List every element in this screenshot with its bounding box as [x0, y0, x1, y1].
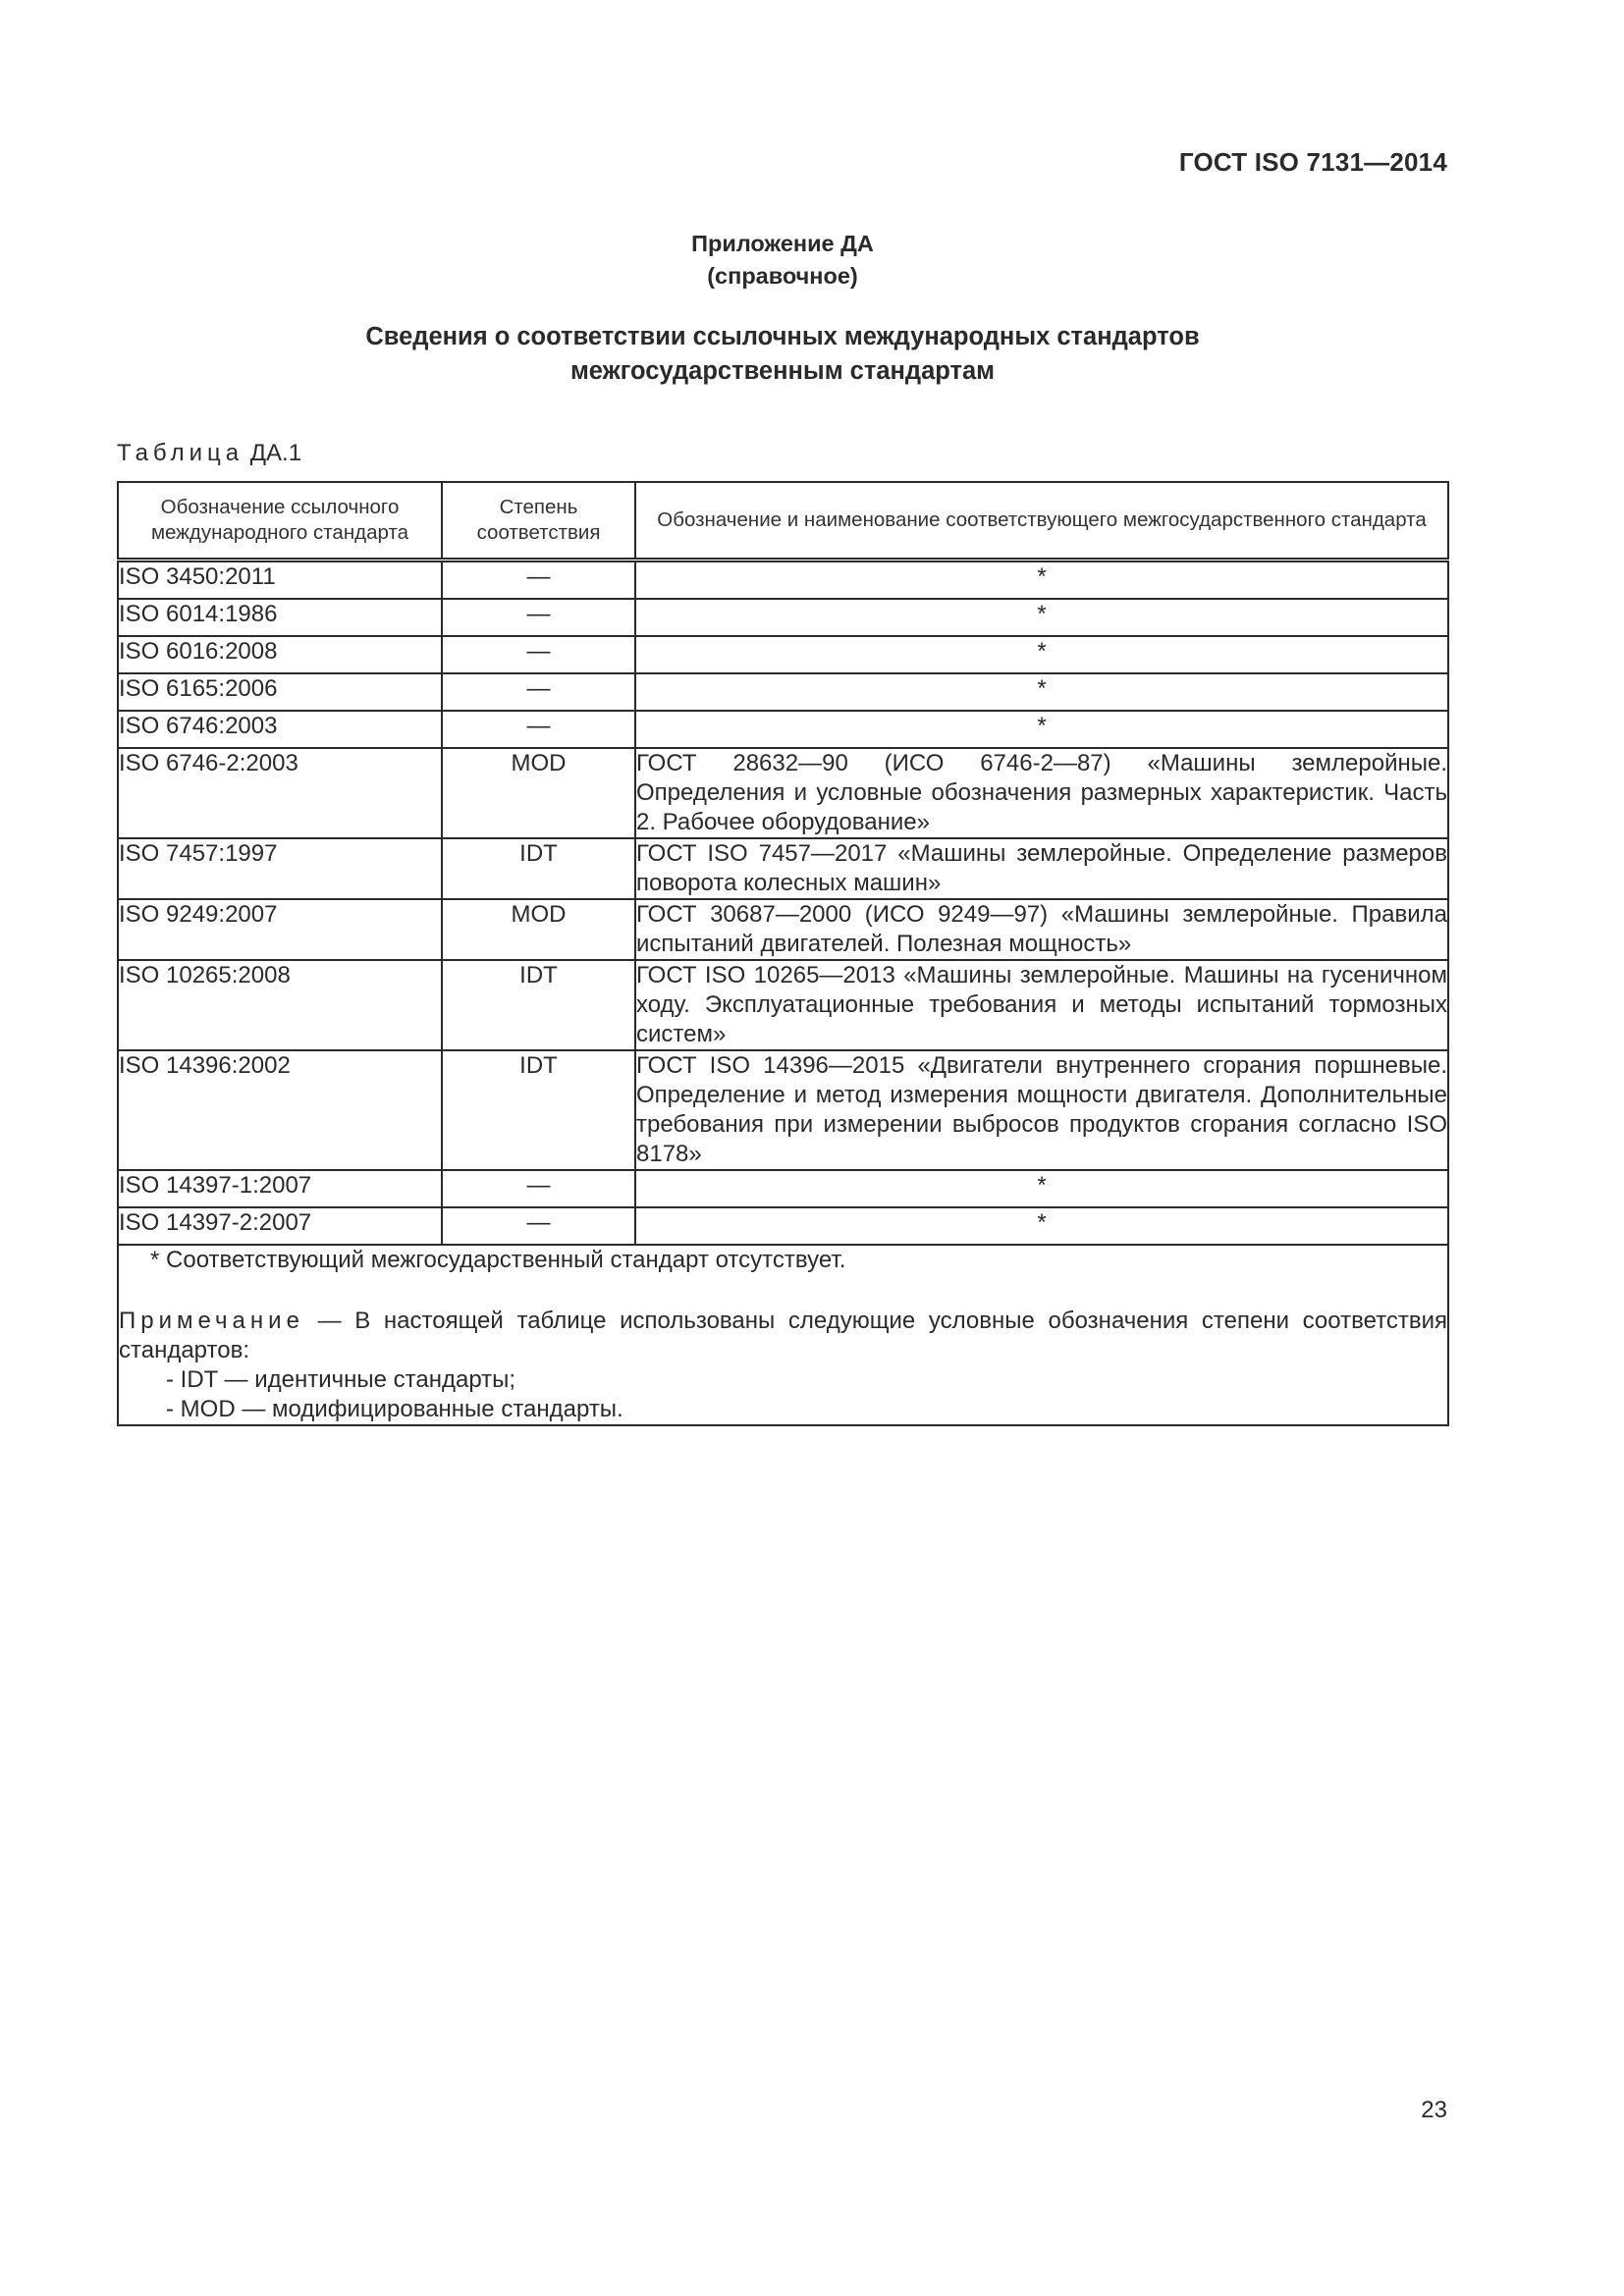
- correspondence-table: [117, 481, 1449, 1426]
- table-row: [118, 899, 1448, 960]
- table-row: [118, 561, 1448, 600]
- table-caption-word: Таблица: [117, 440, 244, 466]
- cell-interstate-standard: *: [635, 1207, 1448, 1245]
- cell-interstate-standard: ГОСТ ISO 14396—2015 «Двигатели внутреннего сгорания поршневые. Определение и метод измерения мощности двигателя. Дополнительные требования при измерении выбросов продуктов сгорания согласно ISO 8178»: [635, 1050, 1448, 1170]
- cell-reference-standard: ISO 6014:1986: [118, 599, 442, 636]
- header-interstate-standard: Обозначение и наименование соответствующего межгосударственного стандарта: [635, 482, 1448, 561]
- cell-reference-standard: ISO 14397-1:2007: [118, 1170, 442, 1207]
- cell-reference-standard: ISO 9249:2007: [118, 899, 442, 960]
- cell-reference-standard: ISO 14397-2:2007: [118, 1207, 442, 1245]
- table-body: [118, 561, 1448, 1246]
- table-row: [118, 636, 1448, 673]
- section-title-line-1: Сведения о соответствии ссылочных международных стандартов: [365, 323, 1200, 350]
- cell-degree: —: [442, 636, 635, 673]
- cell-degree: IDT: [442, 960, 635, 1050]
- note: [119, 1307, 1447, 1365]
- cell-interstate-standard: *: [635, 711, 1448, 748]
- table-footer-row: [118, 1245, 1448, 1425]
- cell-interstate-standard: ГОСТ 30687—2000 (ИСО 9249—97) «Машины землеройные. Правила испытаний двигателей. Полезная мощность»: [635, 899, 1448, 960]
- annex-subtitle: (справочное): [707, 263, 858, 289]
- table-row: [118, 1050, 1448, 1170]
- cell-degree: —: [442, 561, 635, 600]
- cell-reference-standard: ISO 6746:2003: [118, 711, 442, 748]
- cell-degree: —: [442, 711, 635, 748]
- note-text: — В настоящей таблице использованы следующие условные обозначения степени соответствия стандартов:: [119, 1308, 1447, 1363]
- table-row: [118, 1207, 1448, 1245]
- annex-heading: [0, 228, 1565, 293]
- table-row: [118, 711, 1448, 748]
- table-row: [118, 673, 1448, 711]
- cell-degree: IDT: [442, 838, 635, 899]
- annex-title: Приложение ДА: [691, 231, 874, 256]
- cell-interstate-standard: ГОСТ 28632—90 (ИСО 6746-2—87) «Машины землеройные. Определения и условные обозначения размерных характеристик. Часть 2. Рабочее оборудование»: [635, 748, 1448, 838]
- cell-reference-standard: ISO 10265:2008: [118, 960, 442, 1050]
- note-item-idt: - IDT — идентичные стандарты;: [166, 1366, 516, 1393]
- cell-degree: —: [442, 599, 635, 636]
- page-number: 23: [1421, 2097, 1447, 2123]
- table-row: [118, 1170, 1448, 1207]
- table-header-row: [118, 482, 1448, 561]
- cell-degree: MOD: [442, 748, 635, 838]
- cell-reference-standard: ISO 7457:1997: [118, 838, 442, 899]
- footnote: * Соответствующий межгосударственный стандарт отсутствует.: [150, 1247, 846, 1273]
- document-code: ГОСТ ISO 7131—2014: [1178, 147, 1447, 177]
- table-row: [118, 960, 1448, 1050]
- section-title-line-2: межгосударственным стандартам: [569, 357, 996, 385]
- table-row: [118, 748, 1448, 838]
- cell-reference-standard: ISO 14396:2002: [118, 1050, 442, 1170]
- table-caption-number: ДА.1: [249, 440, 302, 466]
- header-reference-standard: Обозначение ссылочного международного стандарта: [118, 482, 442, 561]
- cell-interstate-standard: ГОСТ ISO 7457—2017 «Машины землеройные. Определение размеров поворота колесных машин»: [635, 838, 1448, 899]
- cell-reference-standard: ISO 6746-2:2003: [118, 748, 442, 838]
- cell-degree: —: [442, 1170, 635, 1207]
- table-caption: [117, 440, 301, 467]
- cell-degree: —: [442, 673, 635, 711]
- cell-reference-standard: ISO 6016:2008: [118, 636, 442, 673]
- table-row: [118, 599, 1448, 636]
- cell-degree: —: [442, 1207, 635, 1245]
- cell-interstate-standard: *: [635, 1170, 1448, 1207]
- table-footer: [118, 1245, 1448, 1425]
- cell-interstate-standard: *: [635, 599, 1448, 636]
- note-label: Примечание: [119, 1308, 304, 1334]
- cell-reference-standard: ISO 6165:2006: [118, 673, 442, 711]
- cell-degree: IDT: [442, 1050, 635, 1170]
- cell-degree: MOD: [442, 899, 635, 960]
- header-degree: Степень соответствия: [442, 482, 635, 561]
- note-item-mod: - MOD — модифицированные стандарты.: [166, 1396, 623, 1422]
- section-title: [0, 320, 1565, 389]
- cell-interstate-standard: *: [635, 636, 1448, 673]
- cell-interstate-standard: *: [635, 673, 1448, 711]
- cell-interstate-standard: *: [635, 561, 1448, 600]
- table-row: [118, 838, 1448, 899]
- cell-reference-standard: ISO 3450:2011: [118, 561, 442, 600]
- cell-interstate-standard: ГОСТ ISO 10265—2013 «Машины землеройные. Машины на гусеничном ходу. Эксплуатационные требования и методы испытаний тормозных систем»: [635, 960, 1448, 1050]
